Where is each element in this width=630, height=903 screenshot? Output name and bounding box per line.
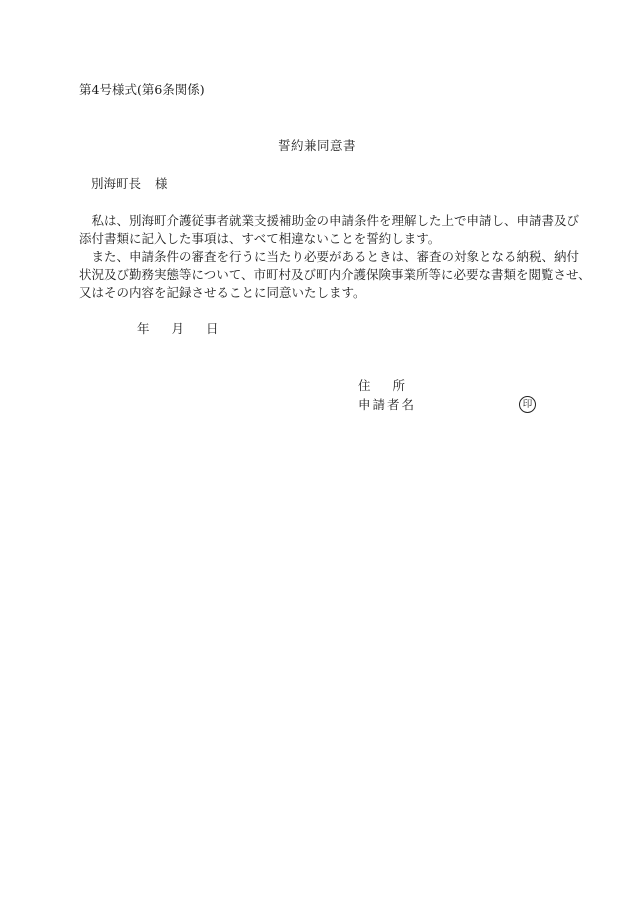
date-year: 年 xyxy=(137,321,150,336)
paragraph-line: 状況及び勤務実態等について、市町村及び町内介護保険事業所等に必要な書類を閲覧させ、 xyxy=(79,267,591,282)
applicant-name-label: 申請者名 xyxy=(358,397,417,412)
address-label-char-2: 所 xyxy=(392,378,406,393)
address-label xyxy=(358,380,405,393)
address-label-char-1: 住 xyxy=(358,378,371,393)
paragraph-line: 添付書類に記入した事項は、すべて相違ないことを誓約します。 xyxy=(79,231,441,246)
date-day: 日 xyxy=(206,321,219,336)
date-line xyxy=(137,323,219,336)
paragraph-line: また、申請条件の審査を行うに当たり必要があるときは、審査の対象となる納税、納付 xyxy=(79,249,580,264)
consent-paragraph xyxy=(79,248,591,302)
form-number: 第4号様式(第6条関係) xyxy=(79,82,205,97)
pledge-paragraph xyxy=(79,212,580,248)
addressee-honorific: 様 xyxy=(155,176,168,191)
paragraph-line: 私は、別海町介護従事者就業支援補助金の申請条件を理解した上で申請し、申請書及び xyxy=(79,213,580,228)
document-title: 誓約兼同意書 xyxy=(278,138,357,153)
addressee xyxy=(91,178,168,191)
addressee-name: 別海町長 xyxy=(91,176,142,191)
seal-mark-icon: 印 xyxy=(519,396,536,413)
date-month: 月 xyxy=(171,321,185,336)
paragraph-line: 又はその内容を記録させることに同意いたします。 xyxy=(79,285,366,300)
